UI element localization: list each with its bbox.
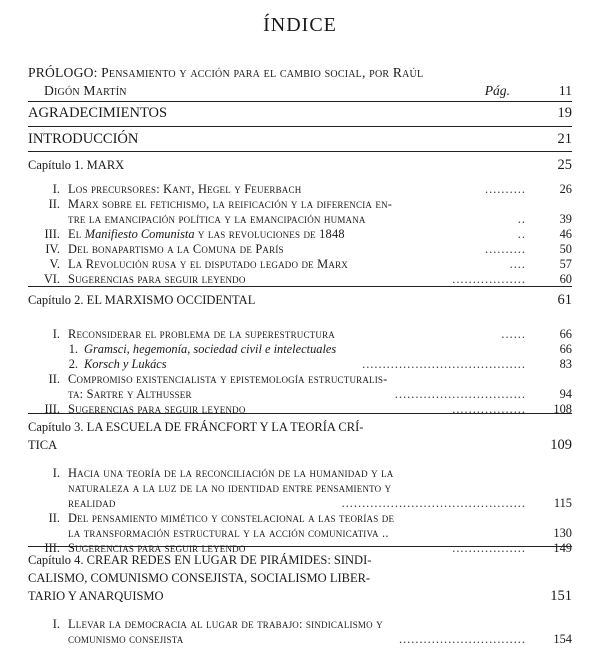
item-text: La Revolución rusa y el disputado legado de Marx [68, 257, 349, 271]
chapter-4-title-line2: CALISMO, COMUNISMO CONSEJISTA, SOCIALISMO LIBER- [28, 571, 371, 585]
prologo-line1: PRÓLOGO: Pensamiento y acción para el cambio social, por Raúl [28, 65, 424, 80]
leader-dots: .. [517, 212, 526, 226]
item-page: 66 [559, 327, 572, 341]
leader-dots: ............................... [398, 632, 526, 646]
pag-label: Pág. [484, 83, 510, 98]
chapter-4-title-line1: Capítulo 4. CREAR REDES EN LUGAR DE PIRÁMIDES: SINDI- [28, 553, 372, 567]
agradecimientos-label: AGRADECIMIENTOS [28, 105, 168, 121]
item-text: Hacia una teoría de la reconciliación de la humanidad y la [68, 466, 394, 480]
item-text: ta: Sartre y Althusser [68, 387, 192, 401]
divider [28, 126, 572, 127]
agradecimientos-page: 19 [557, 105, 572, 121]
item-number: III. [44, 402, 60, 416]
item-text: Sugerencias para seguir leyendo [68, 272, 246, 286]
item-page: 50 [559, 242, 572, 256]
item-text: Los precursores: Kant, Hegel y Feuerbach [68, 182, 302, 196]
leader-dots: ................................ [394, 387, 526, 401]
divider [28, 413, 572, 414]
item-page: 108 [553, 402, 572, 416]
item-text: El [68, 227, 85, 241]
item-text: naturaleza a la luz de la no identidad entre pensamiento y [68, 481, 392, 495]
item-page: 115 [553, 496, 572, 510]
item-page: 154 [553, 632, 572, 646]
introduccion-entry [28, 130, 572, 148]
introduccion-label: INTRODUCCIÓN [28, 131, 139, 147]
item-number: III. [44, 227, 60, 241]
leader-dots: ........................................ [362, 357, 526, 371]
item-number: V. [49, 257, 60, 271]
leader-dots: .... [509, 257, 526, 271]
leader-dots: ...... [501, 327, 526, 341]
item-text: Sugerencias para seguir leyendo [68, 541, 246, 555]
divider [28, 101, 572, 102]
item-page: 57 [559, 257, 572, 271]
item-text: la transformación estructural y la acción comunicativa .. [68, 526, 389, 540]
prologo-entry [28, 64, 572, 100]
item-text: tre la emancipación política y la emancipación humana [68, 212, 366, 226]
divider [28, 151, 572, 152]
item-page: 26 [559, 182, 572, 196]
item-number: I. [52, 327, 60, 341]
item-number: I. [52, 182, 60, 196]
leader-dots: .......... [485, 182, 526, 196]
item-number: I. [52, 466, 60, 480]
leader-dots: .................. [452, 402, 526, 416]
item-page: 39 [559, 212, 572, 226]
item-page: 60 [559, 272, 572, 286]
item-number: III. [44, 541, 60, 555]
chapter-2-page: 61 [557, 292, 572, 308]
leader-dots: .. [517, 227, 526, 241]
item-text: realidad [68, 496, 116, 510]
prologo-line2: Digón Martín [44, 83, 127, 98]
chapter-1 [28, 156, 572, 287]
item-page: 83 [559, 357, 572, 371]
chapter-3-page: 109 [550, 437, 572, 453]
item-number: II. [48, 511, 60, 525]
item-text-italic: Manifiesto Comunista [84, 227, 195, 241]
item-text: Sugerencias para seguir leyendo [68, 402, 246, 416]
introduccion-page: 21 [557, 131, 572, 147]
item-page: 66 [559, 342, 572, 356]
chapter-3-title-line1: Capítulo 3. LA ESCUELA DE FRÁNCFORT Y LA TEORÍA CRÍ- [28, 420, 364, 434]
chapter-1-title: Capítulo 1. MARX [28, 158, 125, 172]
chapter-2 [28, 291, 572, 417]
item-text-italic: Gramsci, hegemonía, sociedad civil e intelectuales [84, 342, 337, 356]
chapter-3-title-line2: TICA [28, 438, 58, 452]
chapter-4-title-line3: TARIO Y ANARQUISMO [28, 589, 164, 603]
leader-dots: .................. [452, 541, 526, 555]
item-number: II. [48, 197, 60, 211]
item-page: 130 [553, 526, 572, 540]
leader-dots: .................. [452, 272, 526, 286]
item-text: y las revoluciones de 1848 [194, 227, 345, 241]
leader-dots: .......... [485, 242, 526, 256]
item-text: Llevar la democracia al lugar de trabajo: sindicalismo y [68, 617, 383, 631]
subitem-number: 2. [68, 357, 78, 371]
item-page: 94 [559, 387, 572, 401]
chapter-4 [28, 551, 572, 647]
chapter-3 [28, 418, 572, 556]
item-number: I. [52, 617, 60, 631]
item-text: Del pensamiento mimético y constelacional a las teorías de [68, 511, 395, 525]
prologo-page: 11 [558, 83, 572, 98]
agradecimientos-entry [28, 104, 572, 122]
leader-dots: ............................................. [341, 496, 526, 510]
chapter-1-page: 25 [557, 157, 572, 173]
item-number: IV. [45, 242, 60, 256]
subitem-number: 1. [68, 342, 78, 356]
item-text: Compromiso existencialista y epistemología estructuralis- [68, 372, 388, 386]
item-text: Reconsiderar el problema de la superestructura [68, 327, 335, 341]
item-number: VI. [43, 272, 60, 286]
divider [28, 286, 572, 287]
page-title: ÍNDICE [263, 14, 337, 36]
item-page: 46 [559, 227, 572, 241]
item-text-italic: Korsch y Lukács [84, 357, 167, 371]
item-text: Marx sobre el fetichismo, la reificación y la diferencia en- [68, 197, 393, 211]
item-number: II. [48, 372, 60, 386]
chapter-4-page: 151 [550, 588, 572, 604]
divider [28, 546, 572, 547]
item-text: Del bonapartismo a la Comuna de París [68, 242, 284, 256]
chapter-2-title: Capítulo 2. EL MARXISMO OCCIDENTAL [28, 293, 256, 307]
item-text: comunismo consejista [68, 632, 184, 646]
item-page: 149 [553, 541, 572, 555]
